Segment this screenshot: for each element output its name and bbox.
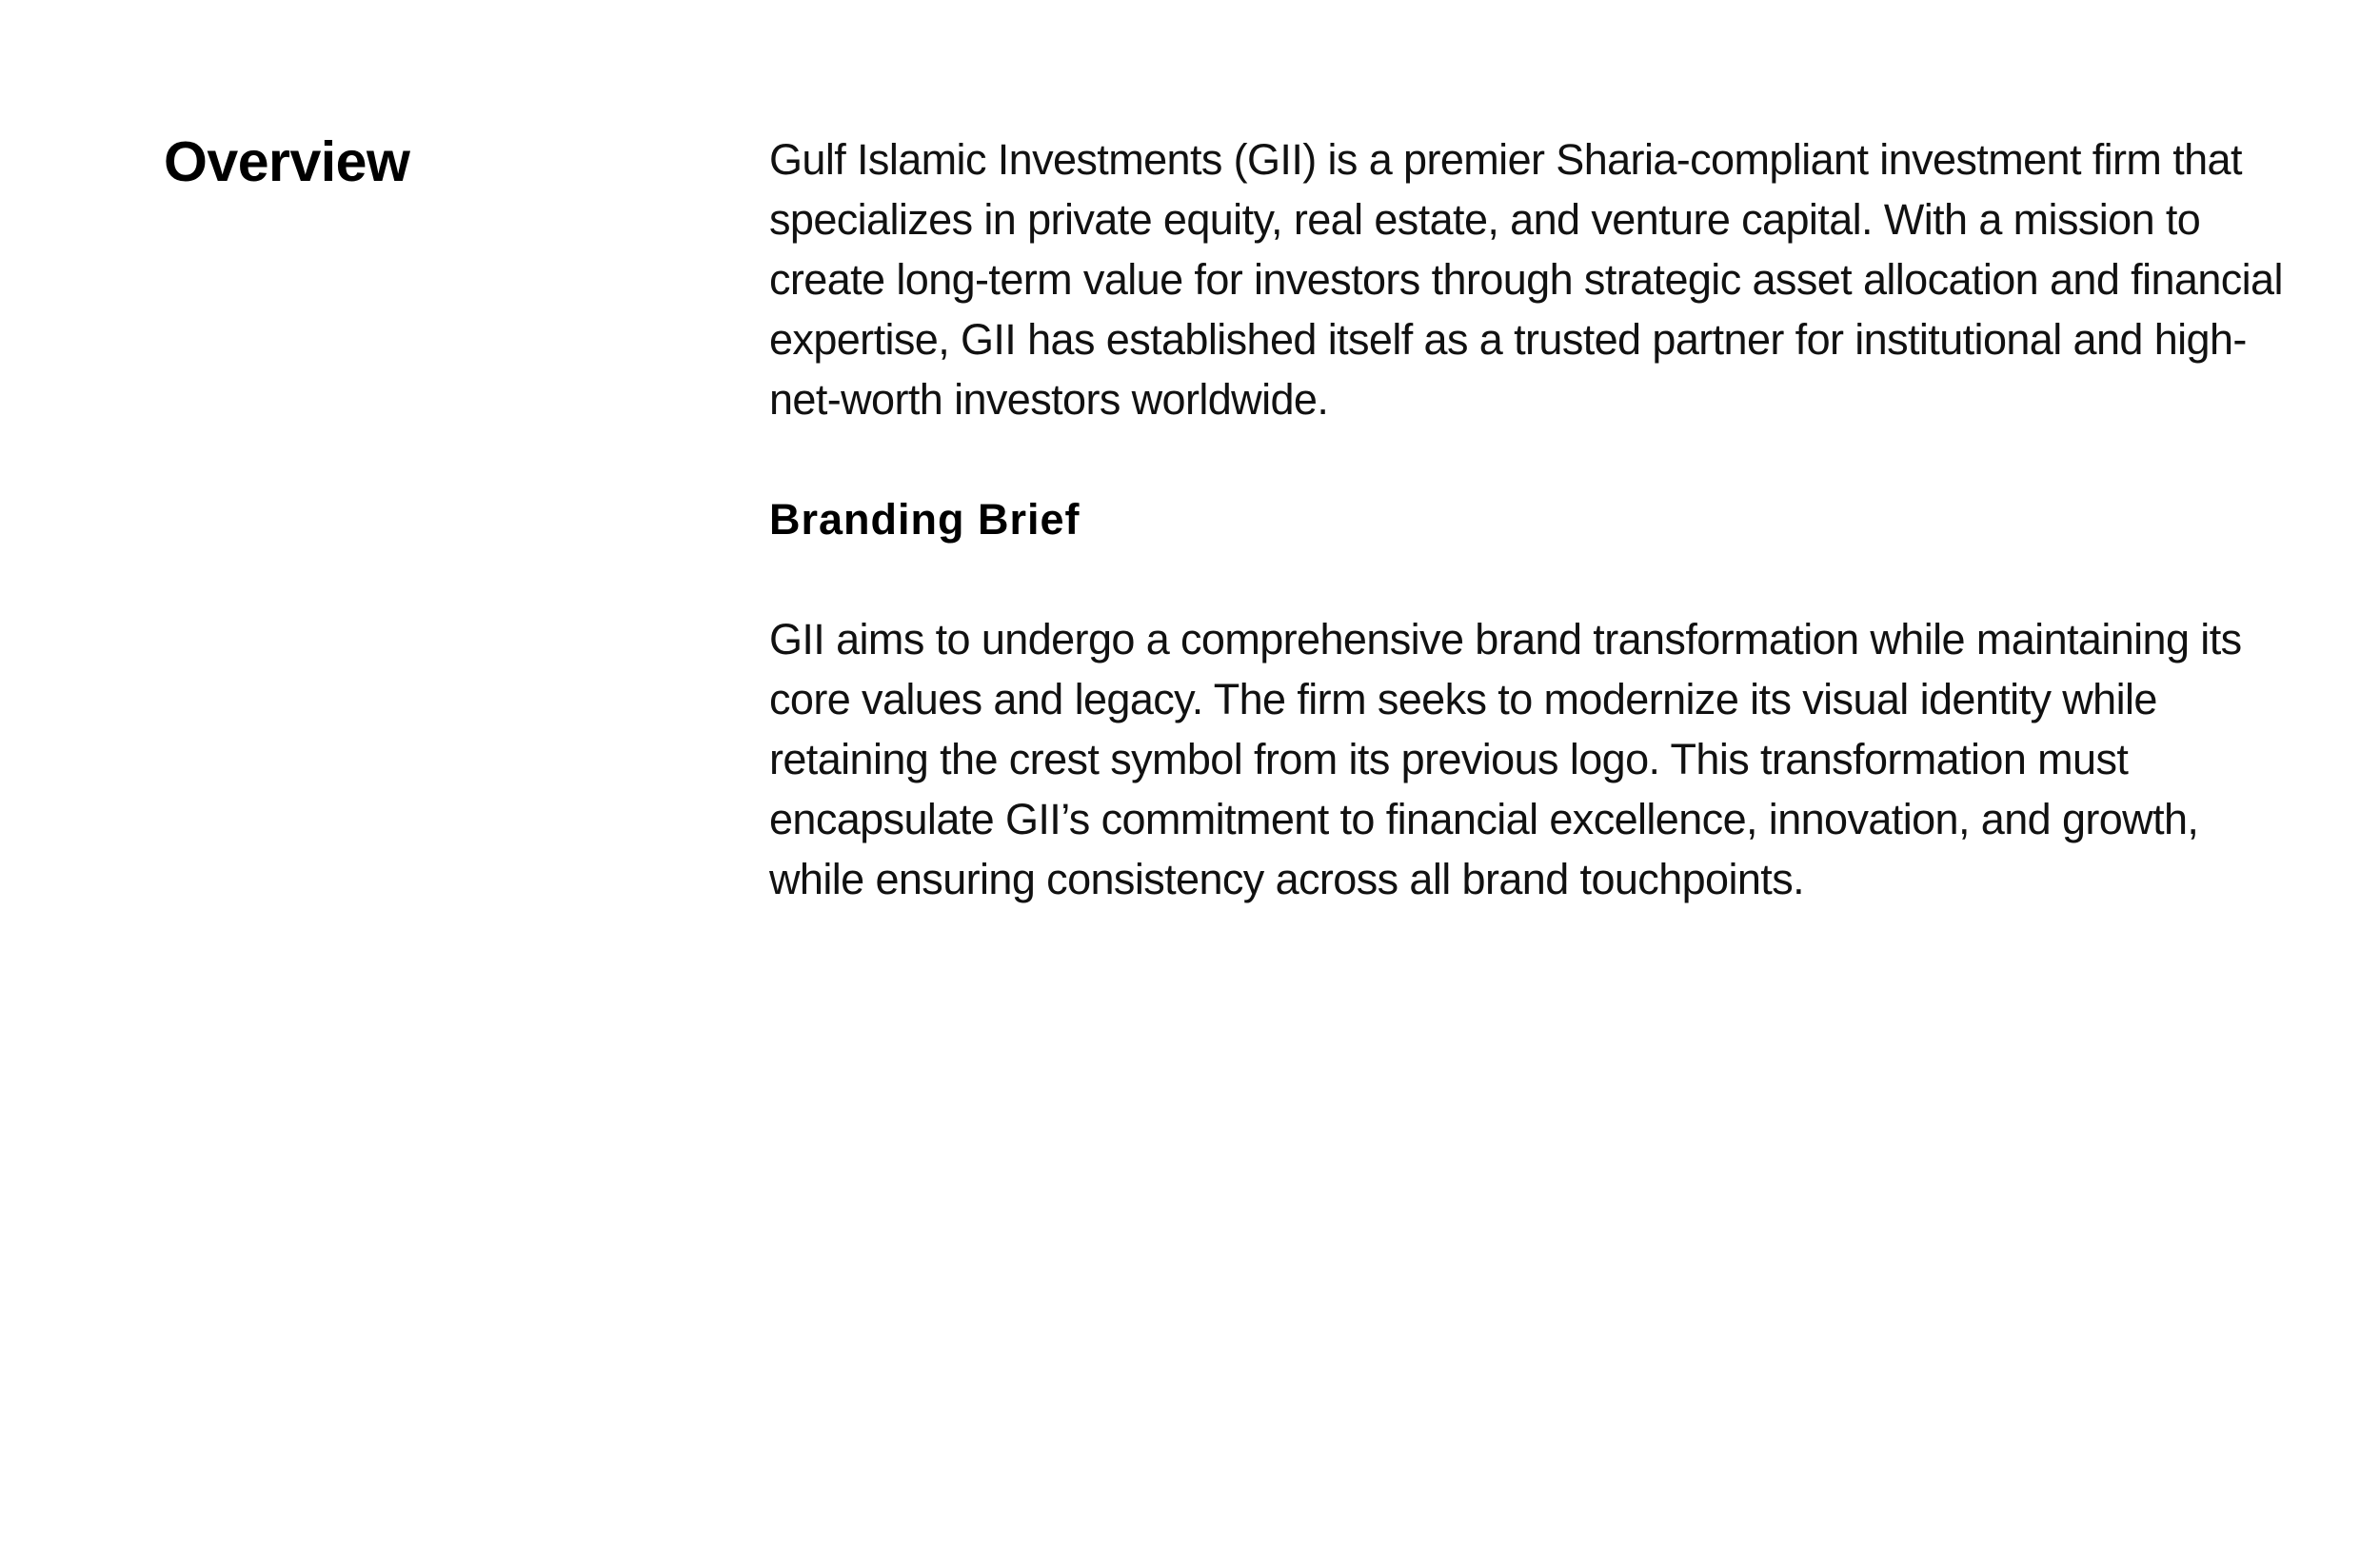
content-column — [769, 129, 2302, 909]
overview-paragraph: Gulf Islamic Investments (GII) is a premier Sharia-compliant investment firm that specializes in private equity, real estate, and venture capital. With a mission to create long-term value for investors through strategic asset allocation and financial expertise, GII has established itself as a trusted partner for institutional and high-net-worth investors worldwide. — [769, 135, 2283, 424]
branding-brief-paragraph: GII aims to undergo a comprehensive brand transformation while maintaining its core values and legacy. The firm seeks to modernize its visual identity while retaining the crest symbol from its previous logo. This transformation must encapsulate GII’s commitment to financial excellence, innovation, and growth, while ensuring consistency across all brand touchpoints. — [769, 615, 2242, 903]
page-title: Overview — [164, 130, 410, 193]
left-column — [164, 126, 697, 198]
branding-brief-heading: Branding Brief — [769, 495, 1081, 544]
